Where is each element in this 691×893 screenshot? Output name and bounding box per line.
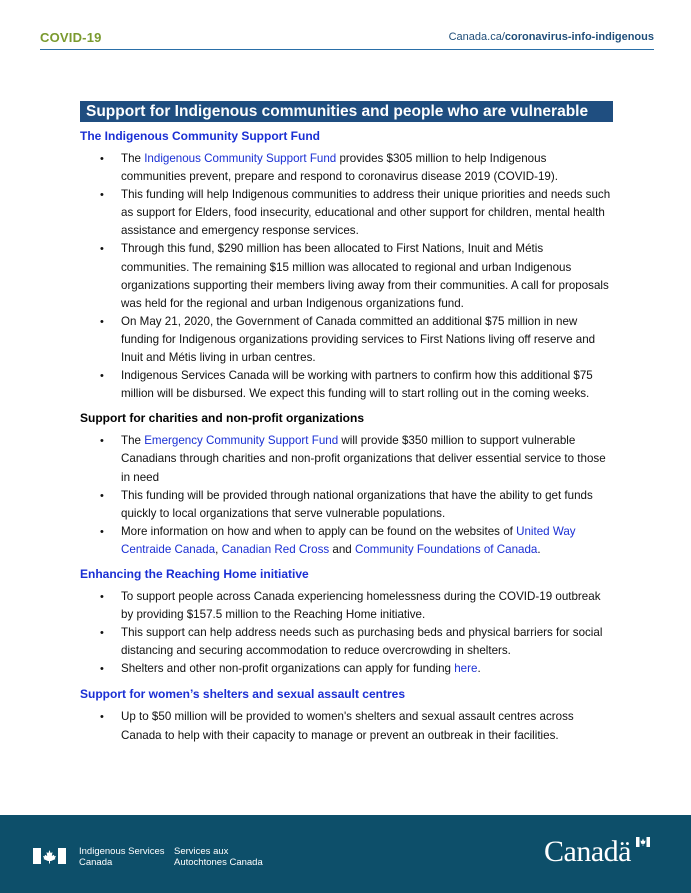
- item-text: Through this fund, $290 million has been allocated to First Nations, Inuit and Métis communities. The remaining $15 million was allocated to regional and urban Indigenous organizations supporting their members living away from their communities. A call for proposals was held for the regional and urban Indigenous organizations fund.: [121, 242, 609, 310]
- item-text: Indigenous Services Canada will be working with partners to confirm how this additional $75 million will be disbursed. We expect this funding will to start rolling out in the coming weeks.: [121, 369, 593, 401]
- list-item: [80, 487, 613, 523]
- item-text: provides $305 million to help Indigenous communities prevent, prepare and respond to coronavirus disease 2019 (COVID-19).: [121, 152, 558, 184]
- item-text: and: [329, 542, 355, 556]
- wordmark-flag-icon: [636, 837, 650, 847]
- bullet-icon: •: [100, 315, 104, 328]
- bullet-icon: •: [100, 435, 104, 448]
- item-text: The: [121, 434, 145, 448]
- item-text: Shelters and other non-profit organizations can apply for funding: [121, 662, 455, 676]
- department-fr-line2: Autochtones Canada: [174, 857, 263, 868]
- section-heading: Support for women’s shelters and sexual assault centres: [80, 687, 405, 702]
- canada-flag-icon: [33, 848, 66, 864]
- inline-link[interactable]: Indigenous Community Support Fund: [144, 152, 337, 165]
- page-header: [40, 27, 654, 50]
- list-item: [80, 523, 613, 559]
- page-title-banner: Support for Indigenous communities and people who are vulnerable: [80, 101, 613, 122]
- bullet-list: [80, 432, 613, 559]
- main-content: [80, 101, 613, 745]
- item-text: Up to $50 million will be provided to women's shelters and sexual assault centres across Canada to help with their capacity to manage or prevent an outbreak in their facilities.: [121, 710, 574, 742]
- item-text: .: [477, 662, 481, 676]
- list-item: [80, 367, 613, 403]
- list-item: [80, 313, 613, 367]
- canada-wordmark: Canadä: [544, 835, 631, 868]
- inline-link[interactable]: Canadian Red Cross: [221, 542, 330, 556]
- department-en-line2: Canada: [79, 857, 113, 868]
- bullet-icon: •: [100, 489, 104, 502]
- department-name-fr: [174, 846, 263, 868]
- list-item: [80, 240, 613, 312]
- inline-link[interactable]: United Way Centraide Canada: [121, 524, 576, 556]
- bullet-icon: •: [100, 663, 104, 676]
- page-footer: [0, 815, 691, 893]
- item-text: This funding will be provided through national organizations that have the ability to get funds quickly to local organizations that serve vulnerable populations.: [121, 488, 593, 520]
- site-url-path: coronavirus-info-indigenous: [504, 31, 654, 43]
- inline-link[interactable]: Emergency Community Support Fund: [144, 434, 339, 448]
- bullet-list: [80, 150, 613, 403]
- list-item: [80, 624, 613, 660]
- inline-link[interactable]: Community Foundations of Canada: [354, 542, 538, 556]
- covid-label: COVID-19: [40, 30, 102, 45]
- bullet-icon: •: [100, 370, 104, 383]
- inline-link[interactable]: here: [454, 662, 478, 676]
- bullet-icon: •: [100, 189, 104, 202]
- list-item: [80, 432, 613, 486]
- item-text: To support people across Canada experiencing homelessness during the COVID-19 outbreak by providing $157.5 million to the Reaching Home initiative.: [121, 589, 601, 622]
- site-url[interactable]: [449, 31, 654, 43]
- item-text: The: [121, 152, 145, 165]
- list-item: [80, 186, 613, 240]
- bullet-icon: •: [100, 153, 104, 165]
- section-heading: The Indigenous Community Support Fund: [80, 129, 320, 143]
- department-en-line1: Indigenous Services: [79, 846, 165, 857]
- sections: [80, 128, 613, 745]
- bullet-icon: •: [100, 627, 104, 640]
- list-item: [80, 588, 613, 624]
- bullet-icon: •: [100, 590, 104, 603]
- item-text: .: [537, 542, 541, 556]
- site-url-prefix: Canada.ca/: [448, 31, 505, 43]
- bullet-list: [80, 708, 613, 744]
- section-heading: Enhancing the Reaching Home initiative: [80, 566, 309, 581]
- list-item: [80, 150, 613, 186]
- item-text: This support can help address needs such as purchasing beds and physical barriers for social distancing and securing accommodation to reduce overcrowding in shelters.: [121, 626, 603, 658]
- section-heading: Support for charities and non-profit organizations: [80, 411, 364, 426]
- department-fr-line1: Services aux: [174, 846, 229, 857]
- bullet-icon: •: [100, 711, 104, 724]
- bullet-icon: •: [100, 243, 104, 256]
- list-item: [80, 708, 613, 744]
- list-item: [80, 660, 613, 678]
- bullet-list: [80, 588, 613, 678]
- item-text: More information on how and when to apply can be found on the websites of: [121, 524, 517, 538]
- item-text: ,: [215, 542, 222, 556]
- item-text: will provide $350 million to support vulnerable Canadians through charities and non-profit organizations that deliver essential service to those in need: [121, 434, 606, 484]
- item-text: On May 21, 2020, the Government of Canada committed an additional $75 million in new funding for Indigenous organizations providing services to First Nations living off reserve and Inuit and Métis living in urban centres.: [121, 314, 596, 365]
- item-text: This funding will help Indigenous communities to address their unique priorities and needs such as support for Elders, food insecurity, educational and other support for children, mental health assistance and emergency response services.: [121, 188, 611, 238]
- department-name-en: [79, 846, 165, 868]
- bullet-icon: •: [100, 525, 104, 538]
